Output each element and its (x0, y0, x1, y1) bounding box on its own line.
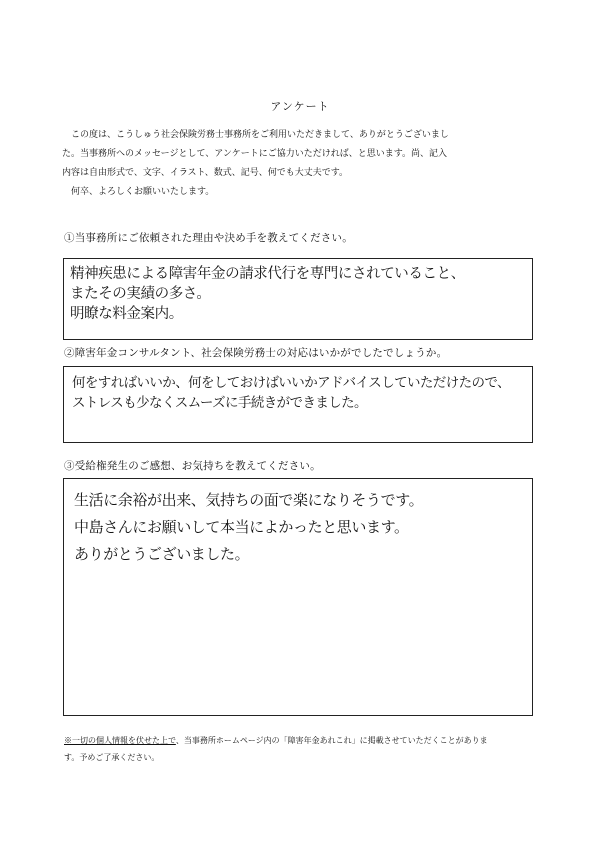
question-2: ②障害年金コンサルタント、社会保険労務士の対応はいかがでしたでしょうか。 (64, 347, 448, 359)
intro-line: 内容は自由形式で、文字、イラスト、数式、記号、何でも大丈夫です。 (62, 168, 349, 178)
footnote-line (64, 732, 544, 749)
handwritten-answer-3 (64, 479, 532, 568)
handwritten-answer-2 (64, 367, 532, 413)
answer-line: 精神疾患による障害年金の請求代行を専門にされていること、 (70, 266, 465, 282)
handwritten-answer-1 (64, 259, 532, 324)
answer-line: ストレスも少なくスムーズに手続きができました。 (72, 395, 367, 411)
footnote-line: す。予めご了承ください。 (64, 753, 160, 762)
answer-line: 何をすればいいか、何をしておけばいいかアドバイスしていただけたので、 (72, 375, 510, 391)
footnote (64, 732, 544, 766)
answer-box-3 (63, 478, 533, 716)
page-title: アンケート (270, 100, 330, 113)
question-1: ①当事務所にご依頼された理由や決め手を教えてください。 (64, 232, 353, 244)
answer-line: 生活に余裕が出来、気持ちの面で楽になりそうです。 (74, 491, 424, 509)
answer-line: 中島さんにお願いして本当によかったと思います。 (74, 518, 409, 536)
answer-line: ありがとうございました。 (74, 545, 250, 563)
answer-box-1 (63, 258, 533, 340)
intro-text (62, 126, 532, 202)
intro-line: 何卒、よろしくお願いいたします。 (71, 187, 215, 197)
answer-line: またその実績の多さ。 (70, 286, 211, 302)
answer-box-2 (63, 366, 533, 443)
question-3: ③受給権発生のご感想、お気持ちを教えてください。 (64, 460, 321, 472)
answer-line: 明瞭な料金案内。 (70, 306, 183, 322)
footnote-underlined: ※一切の個人情報を伏せた上で (64, 736, 176, 745)
intro-line: この度は、こうしゅう社会保険労務士事務所をご利用いただきまして、ありがとうございまし (71, 130, 449, 140)
intro-line: た。当事務所へのメッセージとして、アンケートにご協力いただければ、と思います。尚、記入 (62, 149, 448, 159)
footnote-text: 、当事務所ホームページ内の「障害年金あれこれ」に掲載させていただくことがありま (175, 736, 488, 745)
